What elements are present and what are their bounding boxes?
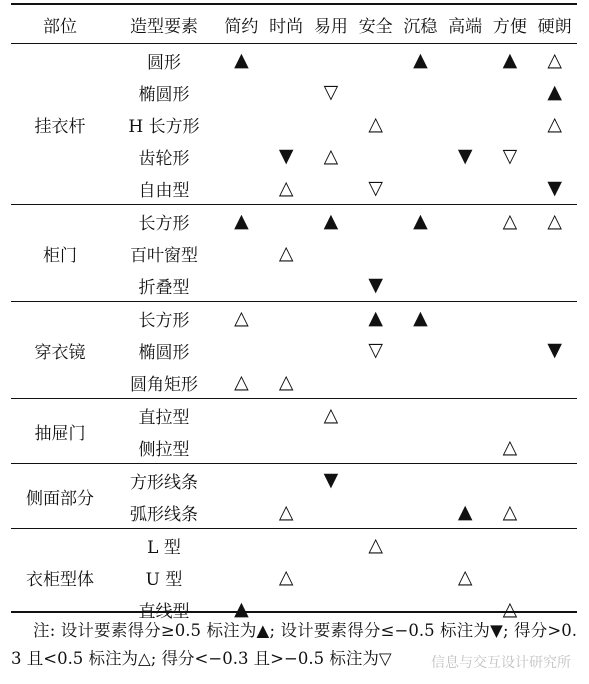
element-cell: 侧拉型 bbox=[138, 439, 190, 460]
element-cell: H 长方形 bbox=[128, 116, 200, 137]
element-cell: 自由型 bbox=[138, 180, 190, 201]
mark-cell: △ bbox=[502, 598, 518, 620]
mark-cell bbox=[488, 269, 533, 302]
mark-cell bbox=[398, 108, 443, 140]
mark-cell bbox=[398, 76, 443, 108]
mark-cell: △ bbox=[547, 113, 562, 135]
mark-cell: ▲ bbox=[413, 49, 428, 71]
mark-cell: ▼ bbox=[547, 177, 562, 199]
table-header-row bbox=[11, 4, 577, 44]
element-cell: 直拉型 bbox=[109, 399, 219, 432]
mark-cell bbox=[488, 334, 533, 366]
mark-cell bbox=[532, 140, 577, 172]
mark-cell bbox=[219, 237, 264, 269]
part-cell: 抽屉门 bbox=[11, 399, 109, 464]
mark-cell: △ bbox=[502, 501, 518, 523]
element-cell: 折叠型 bbox=[138, 277, 190, 298]
mark-cell bbox=[488, 108, 533, 140]
design-element-evaluation-table bbox=[11, 3, 577, 625]
mark-cell: ▲ bbox=[234, 598, 249, 620]
part-cell: 挂衣杆 bbox=[34, 116, 86, 137]
table-footnote: 注: 设计要素得分≥0.5 标注为▲; 设计要素得分≤−0.5 标注为▼; 得分>0.3 且<0.5 标注为△; 得分<−0.3 且>−0.5 标注为▽ bbox=[11, 611, 577, 673]
mark-cell: ▲ bbox=[219, 205, 264, 238]
mark-cell: ▽ bbox=[368, 177, 383, 199]
header-part: 部位 bbox=[11, 4, 109, 44]
mark-cell: ▼ bbox=[278, 145, 294, 167]
mark-cell: ▼ bbox=[457, 145, 473, 167]
mark-cell bbox=[443, 334, 488, 366]
mark-cell: △ bbox=[488, 205, 533, 238]
mark-cell bbox=[353, 399, 398, 432]
mark-cell bbox=[532, 464, 577, 497]
mark-cell: △ bbox=[278, 501, 294, 523]
mark-cell bbox=[219, 76, 264, 108]
mark-cell bbox=[398, 334, 443, 366]
mark-cell: ▲ bbox=[547, 81, 562, 103]
mark-cell bbox=[264, 108, 309, 140]
mark-cell bbox=[443, 76, 488, 108]
mark-cell bbox=[353, 431, 398, 464]
mark-cell bbox=[398, 172, 443, 205]
mark-cell bbox=[219, 496, 264, 529]
mark-cell bbox=[443, 108, 488, 140]
mark-cell bbox=[398, 496, 443, 529]
mark-cell bbox=[219, 172, 264, 205]
mark-cell: △ bbox=[457, 566, 473, 588]
mark-cell: ▽ bbox=[502, 145, 518, 167]
mark-cell bbox=[264, 269, 309, 302]
mark-cell bbox=[219, 334, 264, 366]
mark-cell bbox=[398, 237, 443, 269]
mark-cell bbox=[264, 529, 309, 562]
table-row bbox=[11, 44, 577, 77]
mark-cell bbox=[443, 464, 488, 497]
mark-cell bbox=[219, 269, 264, 302]
mark-cell bbox=[443, 172, 488, 205]
mark-cell: ▲ bbox=[398, 205, 443, 238]
part-cell: 穿衣镜 bbox=[11, 302, 109, 399]
mark-cell: △ bbox=[547, 49, 562, 71]
mark-cell bbox=[309, 108, 354, 140]
mark-cell: △ bbox=[278, 177, 294, 199]
mark-cell bbox=[309, 237, 354, 269]
mark-cell bbox=[532, 237, 577, 269]
table-row bbox=[11, 464, 577, 497]
mark-cell bbox=[309, 269, 354, 302]
header-attr-safety: 安全 bbox=[353, 4, 398, 44]
mark-cell bbox=[219, 108, 264, 140]
mark-cell: ▼ bbox=[368, 274, 383, 296]
mark-cell bbox=[443, 205, 488, 238]
header-attr-fashion: 时尚 bbox=[264, 4, 309, 44]
mark-cell bbox=[532, 529, 577, 562]
mark-cell bbox=[488, 366, 533, 399]
mark-cell: ▽ bbox=[368, 339, 383, 361]
table-row bbox=[11, 205, 577, 238]
mark-cell bbox=[443, 366, 488, 399]
header-attr-premium: 高端 bbox=[443, 4, 488, 44]
mark-cell: ▲ bbox=[234, 49, 249, 71]
mark-cell bbox=[532, 302, 577, 335]
part-cell: 侧面部分 bbox=[11, 464, 109, 529]
mark-cell bbox=[309, 172, 354, 205]
header-attr-usability: 易用 bbox=[309, 4, 354, 44]
mark-cell bbox=[488, 561, 533, 593]
mark-cell bbox=[353, 366, 398, 399]
mark-cell: ▲ bbox=[457, 501, 473, 523]
table-row bbox=[11, 302, 577, 335]
header-element: 造型要素 bbox=[109, 4, 219, 44]
part-cell: 柜门 bbox=[11, 205, 109, 302]
mark-cell: ▽ bbox=[323, 81, 339, 103]
mark-cell bbox=[264, 205, 309, 238]
mark-cell: △ bbox=[323, 145, 339, 167]
element-cell: 百叶窗型 bbox=[130, 245, 198, 266]
watermark-text: 信息与交互设计研究所 bbox=[431, 655, 571, 671]
mark-cell bbox=[443, 269, 488, 302]
mark-cell bbox=[219, 464, 264, 497]
element-cell: 长方形 bbox=[109, 205, 219, 238]
mark-cell bbox=[309, 529, 354, 562]
mark-cell bbox=[443, 431, 488, 464]
evaluation-table-container bbox=[11, 3, 577, 625]
element-cell: L 型 bbox=[109, 529, 219, 562]
mark-cell: ▲ bbox=[502, 49, 518, 71]
mark-cell bbox=[488, 529, 533, 562]
mark-cell bbox=[443, 399, 488, 432]
header-attr-steady: 沉稳 bbox=[398, 4, 443, 44]
element-cell: 长方形 bbox=[109, 302, 219, 335]
mark-cell: △ bbox=[502, 436, 518, 458]
mark-cell bbox=[353, 44, 398, 77]
mark-cell: ▲ bbox=[309, 205, 354, 238]
mark-cell bbox=[264, 44, 309, 77]
mark-cell bbox=[309, 366, 354, 399]
table-row bbox=[11, 399, 577, 432]
mark-cell bbox=[532, 269, 577, 302]
mark-cell: △ bbox=[219, 302, 264, 335]
mark-cell bbox=[353, 76, 398, 108]
element-cell: 圆形 bbox=[147, 52, 181, 73]
mark-cell bbox=[264, 334, 309, 366]
mark-cell bbox=[443, 302, 488, 335]
mark-cell bbox=[309, 44, 354, 77]
mark-cell bbox=[398, 399, 443, 432]
mark-cell bbox=[398, 269, 443, 302]
mark-cell bbox=[488, 302, 533, 335]
mark-cell bbox=[398, 464, 443, 497]
mark-cell: △ bbox=[309, 399, 354, 432]
element-cell: 弧形线条 bbox=[130, 504, 198, 525]
mark-cell bbox=[353, 561, 398, 593]
mark-cell bbox=[353, 205, 398, 238]
element-cell: 直线型 bbox=[138, 601, 190, 622]
mark-cell bbox=[264, 302, 309, 335]
mark-cell bbox=[532, 431, 577, 464]
element-cell: 椭圆形 bbox=[138, 84, 190, 105]
element-cell: 齿轮形 bbox=[138, 148, 190, 169]
mark-cell: △ bbox=[278, 566, 294, 588]
mark-cell: △ bbox=[532, 205, 577, 238]
mark-cell bbox=[264, 431, 309, 464]
mark-cell bbox=[353, 496, 398, 529]
mark-cell bbox=[398, 366, 443, 399]
mark-cell bbox=[398, 529, 443, 562]
header-attr-convenient: 方便 bbox=[488, 4, 533, 44]
mark-cell bbox=[309, 431, 354, 464]
mark-cell bbox=[353, 237, 398, 269]
mark-cell: △ bbox=[278, 371, 294, 393]
mark-cell bbox=[219, 140, 264, 172]
element-cell: 椭圆形 bbox=[138, 342, 190, 363]
mark-cell bbox=[443, 529, 488, 562]
mark-cell: △ bbox=[278, 242, 294, 264]
mark-cell bbox=[219, 431, 264, 464]
element-cell: 圆角矩形 bbox=[130, 374, 198, 395]
mark-cell: △ bbox=[353, 529, 398, 562]
mark-cell bbox=[309, 334, 354, 366]
mark-cell bbox=[488, 399, 533, 432]
mark-cell bbox=[398, 431, 443, 464]
element-cell: U 型 bbox=[145, 569, 183, 590]
mark-cell bbox=[219, 561, 264, 593]
mark-cell bbox=[488, 464, 533, 497]
mark-cell bbox=[398, 140, 443, 172]
mark-cell bbox=[264, 464, 309, 497]
mark-cell bbox=[443, 237, 488, 269]
mark-cell: ▲ bbox=[398, 302, 443, 335]
mark-cell bbox=[532, 561, 577, 593]
mark-cell: △ bbox=[234, 371, 249, 393]
table-body bbox=[11, 44, 577, 626]
mark-cell bbox=[488, 172, 533, 205]
header-attr-tough: 硬朗 bbox=[532, 4, 577, 44]
mark-cell bbox=[219, 529, 264, 562]
mark-cell bbox=[309, 302, 354, 335]
mark-cell bbox=[219, 399, 264, 432]
mark-cell bbox=[264, 399, 309, 432]
table-row bbox=[11, 529, 577, 562]
mark-cell bbox=[488, 237, 533, 269]
mark-cell bbox=[353, 464, 398, 497]
mark-cell: ▲ bbox=[353, 302, 398, 335]
mark-cell bbox=[309, 496, 354, 529]
mark-cell bbox=[264, 76, 309, 108]
mark-cell bbox=[353, 140, 398, 172]
mark-cell bbox=[532, 366, 577, 399]
mark-cell: ▼ bbox=[309, 464, 354, 497]
mark-cell: △ bbox=[368, 113, 383, 135]
element-cell: 方形线条 bbox=[109, 464, 219, 497]
mark-cell bbox=[532, 496, 577, 529]
mark-cell bbox=[532, 399, 577, 432]
header-attr-concise: 简约 bbox=[219, 4, 264, 44]
part-cell: 衣柜型体 bbox=[11, 529, 109, 626]
mark-cell bbox=[309, 561, 354, 593]
mark-cell: ▼ bbox=[547, 339, 562, 361]
mark-cell bbox=[443, 44, 488, 77]
mark-cell bbox=[398, 561, 443, 593]
mark-cell bbox=[488, 76, 533, 108]
